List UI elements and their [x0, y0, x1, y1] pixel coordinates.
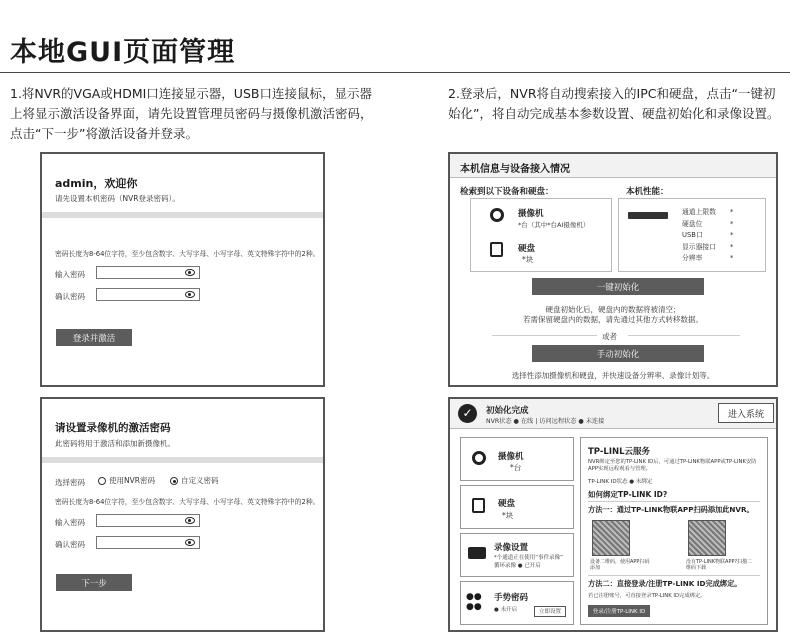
radio-selected-icon: [170, 477, 178, 485]
loop-recording: 循环录像 ● 已开启: [494, 563, 541, 569]
camera-label: 摄像机: [498, 452, 524, 462]
confirm-password-field[interactable]: [96, 288, 200, 301]
info-title: 本机信息与设备接入情况: [460, 164, 570, 175]
disk-label: 硬盘: [498, 499, 516, 509]
app-download-qr-code: [688, 520, 726, 556]
login-subtitle: 请先设置本机密码（NVR登录密码）。: [55, 194, 180, 203]
camera-label: 摄像机: [518, 209, 544, 219]
password-hint: 密码长度为8-64位字符，至少包含数字、大写字母、小写字母、英文特殊字符中的2种。: [55, 498, 320, 506]
show-password-icon[interactable]: [185, 291, 195, 298]
custom-password-radio[interactable]: [170, 475, 219, 486]
perf-value: *: [730, 208, 734, 216]
recording-sub: *个通道正在使用“事件录像”: [494, 555, 563, 561]
welcome-text: admin，欢迎你: [55, 177, 138, 190]
confirm-password-label: 确认密码: [55, 292, 85, 301]
confirm-password-label: 确认密码: [55, 540, 85, 549]
device-info-screenshot: [448, 152, 778, 387]
camera-icon: [472, 451, 486, 465]
init-complete-screenshot: [448, 397, 778, 632]
camera-confirm-field[interactable]: [96, 536, 200, 549]
show-password-icon[interactable]: [185, 517, 195, 524]
enter-system-button[interactable]: 进入系统: [718, 403, 774, 423]
or-divider-left: [492, 335, 597, 336]
nvr-device-icon: [628, 212, 668, 219]
gesture-status: ● 未开启: [494, 607, 518, 613]
gesture-icon: ●● ●●: [466, 592, 482, 612]
login-activate-button[interactable]: 登录并激活: [56, 329, 132, 346]
login-register-tplink-button[interactable]: 登录/注册TP-LINK ID: [588, 605, 650, 617]
camera-password-field[interactable]: [96, 514, 200, 527]
init-warning-2: 若需保留硬盘内的数据，请先通过其他方式转移数据。: [523, 315, 703, 324]
perf-item: 显示器接口: [682, 242, 716, 251]
divider: [588, 501, 760, 502]
login-activation-screenshot: [40, 152, 325, 387]
performance-label: 本机性能：: [626, 187, 669, 197]
next-step-button[interactable]: 下一步: [56, 574, 132, 591]
disk-icon: [490, 242, 503, 257]
or-divider-right: [628, 335, 740, 336]
one-click-init-button[interactable]: 一键初始化: [532, 278, 704, 295]
video-camera-icon: [468, 547, 486, 559]
disk-count: *块: [502, 511, 514, 520]
performance-values: [730, 207, 733, 265]
method-two: 方法二：直接登录/注册TP-LINK ID完成绑定。: [588, 579, 742, 588]
perf-value: *: [730, 231, 734, 239]
title-divider: [0, 72, 790, 73]
input-password-label: 输入密码: [55, 518, 85, 527]
or-text: 或者: [602, 332, 617, 341]
password-field[interactable]: [96, 266, 200, 279]
performance-items: [682, 207, 716, 265]
radio-icon: [98, 477, 106, 485]
manual-init-button[interactable]: 手动初始化: [532, 345, 704, 362]
divider: [42, 212, 323, 218]
perf-item: 通道上限数: [682, 208, 716, 216]
page-title: 本地GUI页面管理: [10, 37, 236, 68]
input-password-label: 输入密码: [55, 270, 85, 279]
app-qr-caption: 没有TP-LINK物联APP?扫描二维码下载: [686, 559, 753, 571]
step2-text: 2.登录后，NVR将自动搜索接入的IPC和硬盘，点击“一键初始化”，将自动完成基本参数设置、硬盘初始化和录像设置。: [448, 86, 780, 121]
camera-password-title: 请设置录像机的激活密码: [55, 422, 171, 434]
check-icon: ✓: [458, 404, 477, 423]
use-nvr-password-radio[interactable]: [98, 475, 155, 486]
cloud-desc: NVR绑定至您的TP-LINK ID后，可通过TP-LINK物联APP或TP-LINK安防APP实现远程观看与管理。: [588, 459, 757, 472]
method-two-sub: 若已注册账号，可直接登录TP-LINK ID完成绑定。: [588, 593, 706, 599]
method-one: 方法一：通过TP-LINK物联APP扫码添加此NVR。: [588, 505, 754, 514]
step1-text: 1.将NVR的VGA或HDMI口连接显示器，USB口连接鼠标，显示器上将显示激活设备界面，请先设置管理员密码与摄像机激活密码，点击“下一步”将激活设备并登录。: [10, 86, 373, 141]
recording-label: 录像设置: [494, 543, 529, 553]
done-status: NVR状态 ● 在线 | 访问远程状态 ● 未连接: [486, 418, 605, 425]
perf-item: USB口: [682, 231, 703, 239]
device-qr-caption: 设备二维码，使用APP扫码添加: [590, 559, 650, 571]
gesture-password-label: 手势密码: [494, 593, 529, 603]
camera-password-subtitle: 此密码将用于激活和添加新摄像机。: [55, 439, 175, 448]
camera-password-screenshot: [40, 397, 325, 632]
set-now-button[interactable]: 立即设置: [534, 606, 566, 617]
option-label: 使用NVR密码: [109, 476, 155, 485]
disk-icon: [472, 498, 485, 513]
init-warning-1: 硬盘初始化后，硬盘内的数据将被清空；: [545, 305, 681, 314]
show-password-icon[interactable]: [185, 269, 195, 276]
perf-item: 分辨率: [682, 254, 703, 262]
how-to-bind[interactable]: 如何绑定TP-LINK ID?: [588, 490, 668, 499]
divider: [588, 575, 760, 576]
perf-value: *: [730, 219, 734, 228]
perf-item: 硬盘位: [682, 219, 703, 228]
detected-label: 检索到以下设备和硬盘：: [460, 187, 554, 197]
show-password-icon[interactable]: [185, 539, 195, 546]
camera-count: *台（其中*台AI摄像机）: [518, 221, 590, 229]
divider: [42, 457, 323, 463]
disk-label: 硬盘: [518, 244, 536, 254]
perf-value: *: [730, 254, 734, 262]
perf-value: *: [730, 242, 734, 251]
password-hint: 密码长度为8-64位字符，至少包含数字、大写字母、小写字母、英文特殊字符中的2种。: [55, 250, 320, 258]
select-password-label: 选择密码: [55, 478, 85, 487]
device-qr-code: [592, 520, 630, 556]
camera-count: *台: [510, 463, 522, 472]
camera-icon: [490, 208, 504, 222]
disk-count: *块: [522, 255, 534, 264]
tplink-id-status: TP-LINK ID状态 ● 未绑定: [588, 479, 653, 485]
option-label: 自定义密码: [181, 476, 219, 485]
cloud-title: TP-LINL云服务: [588, 447, 651, 457]
manual-init-note: 选择性添加摄像机和硬盘，并快速设备分辨率、录像计划等。: [511, 371, 715, 380]
done-title: 初始化完成: [486, 406, 529, 416]
